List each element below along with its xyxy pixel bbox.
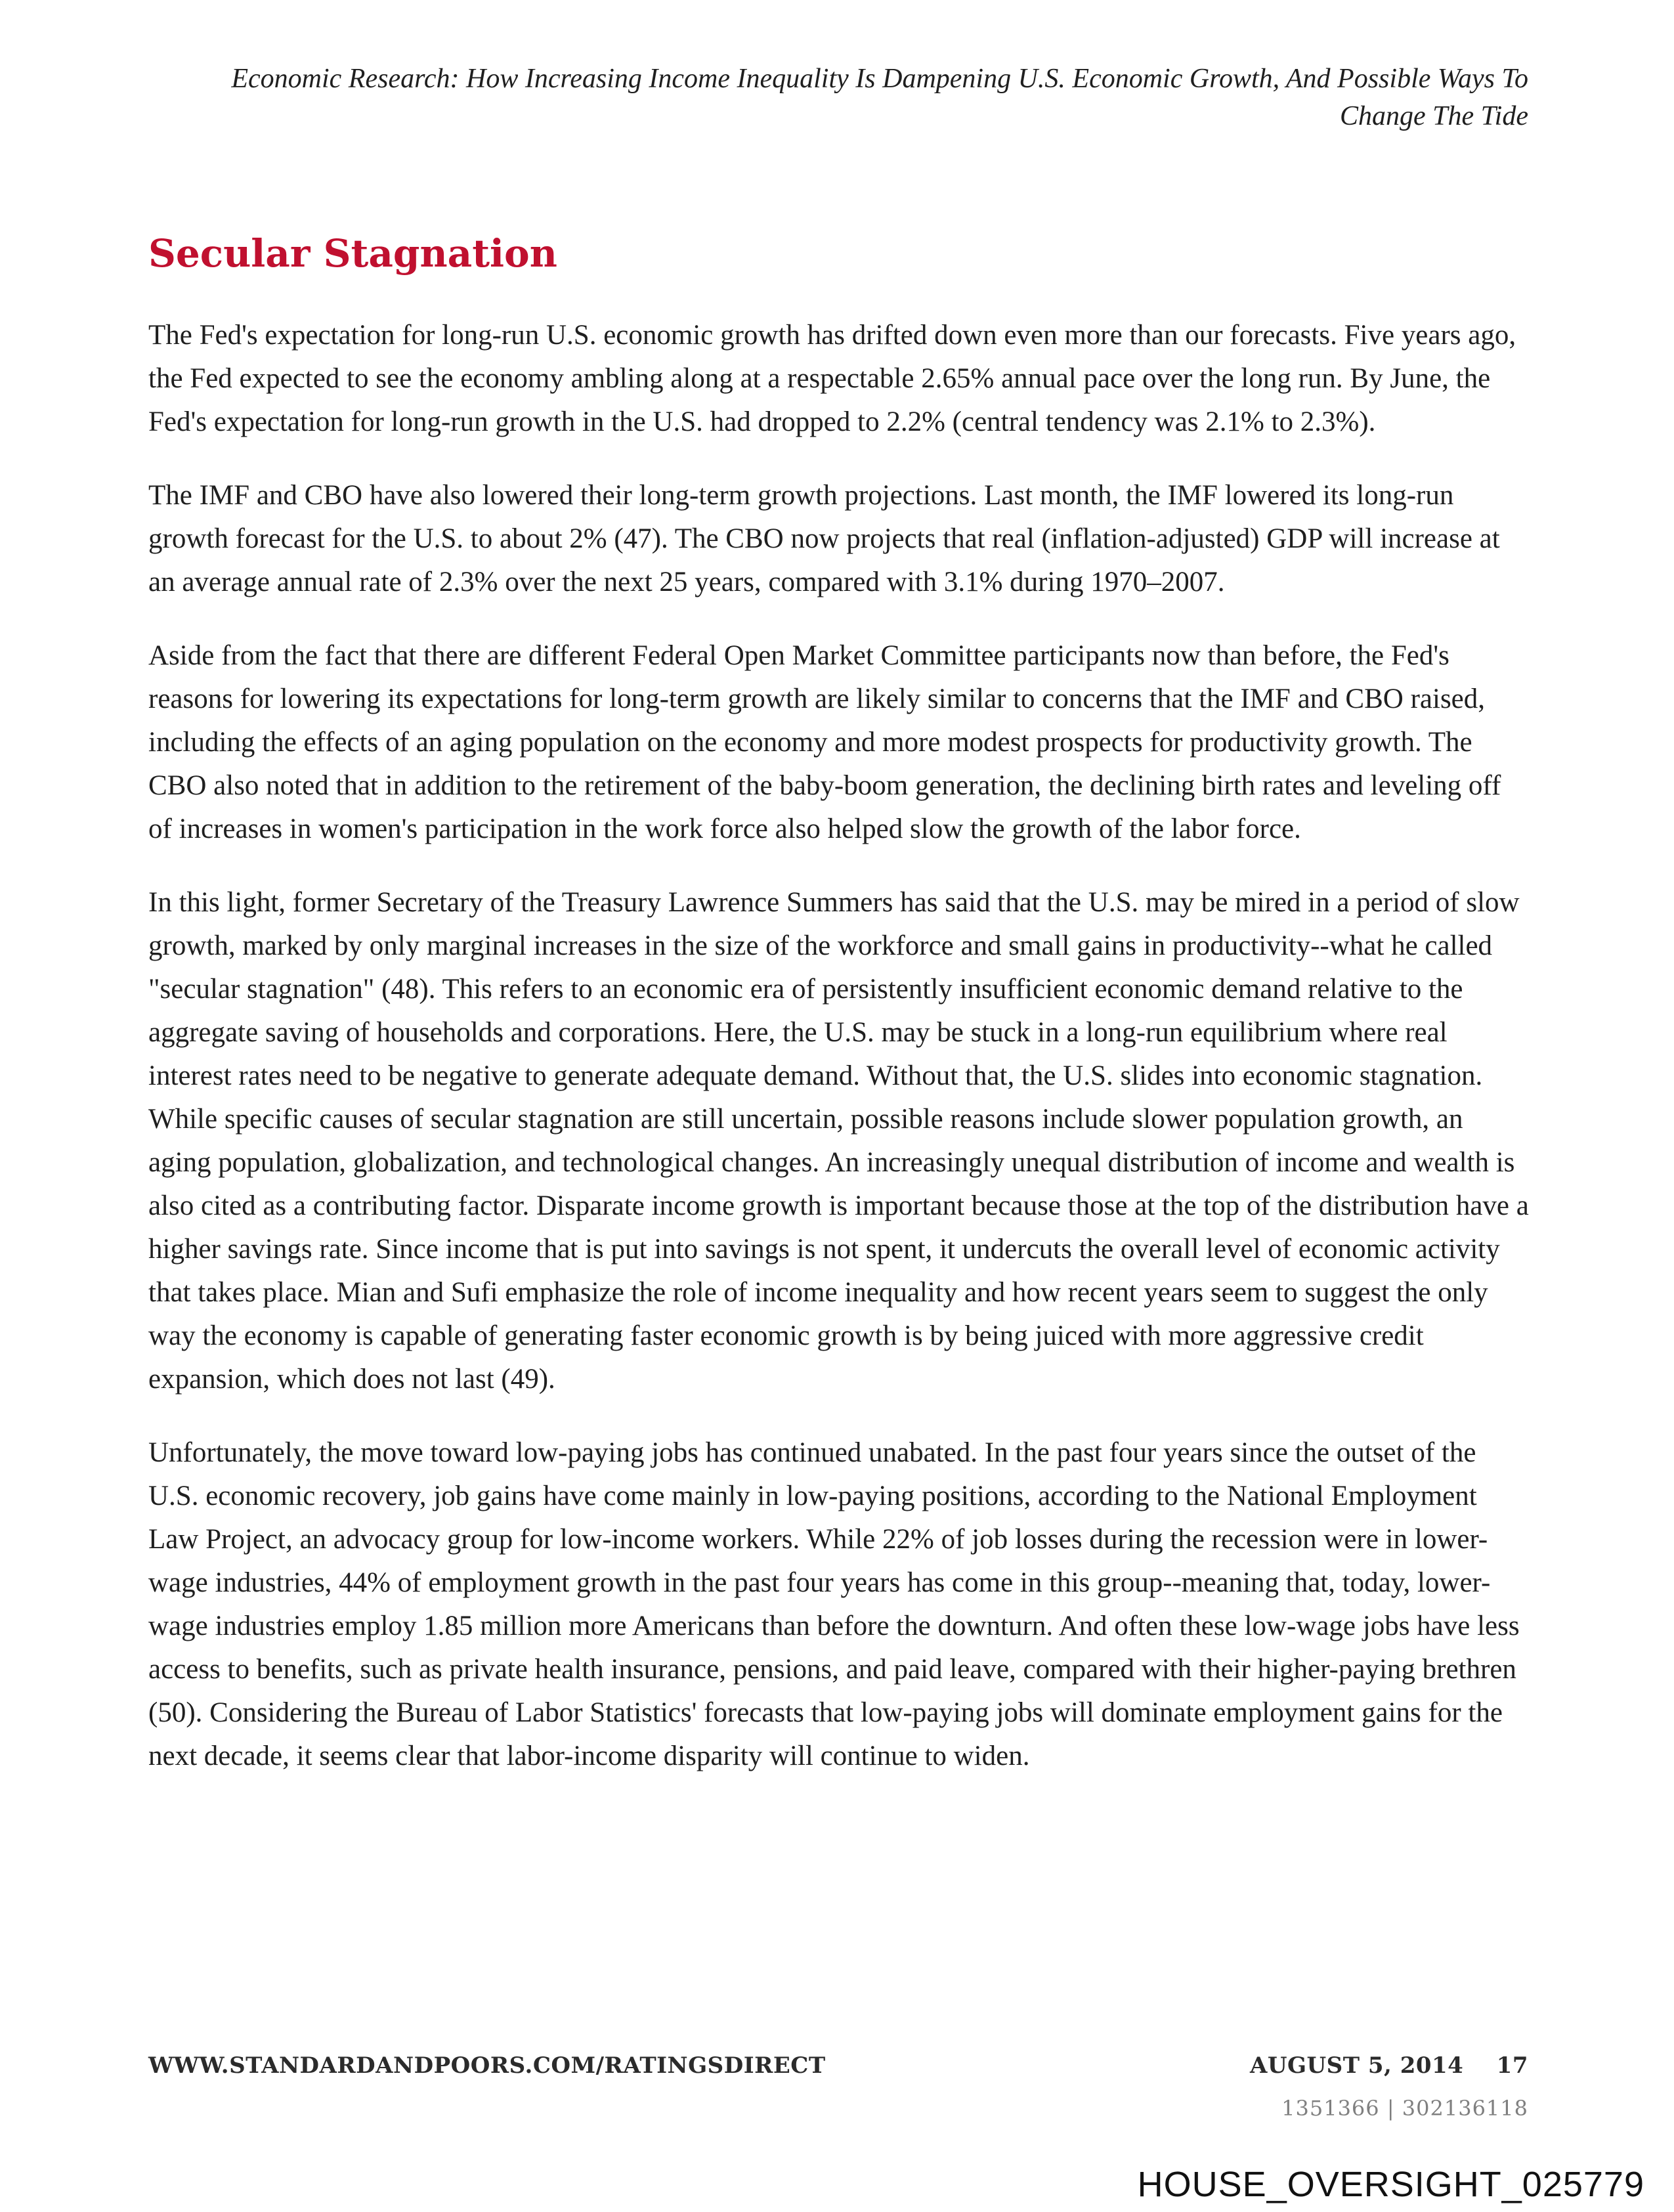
footer-website: WWW.STANDARDANDPOORS.COM/RATINGSDIRECT <box>148 2052 826 2079</box>
page-number: 17 <box>1496 2052 1528 2079</box>
paragraph: The Fed's expectation for long-run U.S. economic growth has drifted down even more than our forecasts. Five years ago, the Fed expected to see the economy ambling along at a respectable 2.65% annual pace over the long run. By June, the Fed's expectation for long-run growth in the U.S. had dropped to 2.2% (central tendency was 2.1% to 2.3%). <box>148 320 1516 437</box>
section-heading: Secular Stagnation <box>148 231 557 276</box>
paragraph: Aside from the fact that there are different Federal Open Market Committee participants now than before, the Fed's reasons for lowering its expectations for long-term growth are likely similar to concerns that the IMF and CBO raised, including the effects of an aging population on the economy and more modest prospects for productivity growth. The CBO also noted that in addition to the retirement of the baby-boom generation, the declining birth rates and leveling off of increases in women's participation in the work force also helped slow the growth of the labor force. <box>148 640 1501 844</box>
paragraph: In this light, former Secretary of the Treasury Lawrence Summers has said that the U.S. may be mired in a period of slow growth, marked by only marginal increases in the size of the workforce and small gains in productivity--what he called "secular stagnation" (48). This refers to an economic era of persistently insufficient economic demand relative to the aggregate saving of households and corporations. Here, the U.S. may be stuck in a long-run equilibrium where real interest rates need to be negative to generate adequate demand. Without that, the U.S. slides into economic stagnation. While specific causes of secular stagnation are still uncertain, possible reasons include slower population growth, an aging population, globalization, and technological changes. An increasingly unequal distribution of income and wealth is also cited as a contributing factor. Disparate income growth is important because those at the top of the distribution have a higher savings rate. Since income that is put into savings is not spent, it undercuts the overall level of economic activity that takes place. Mian and Sufi emphasize the role of income inequality and how recent years seem to suggest the only way the economy is capable of generating faster economic growth is by being juiced with more aggressive credit expansion, which does not last (49). <box>148 887 1529 1395</box>
document-id-numbers: 1351366 | 302136118 <box>1281 2096 1528 2121</box>
report-title-header: Economic Research: How Increasing Income Inequality Is Dampening U.S. Economic Growth, And Possible Ways To Change The Tide <box>231 64 1528 131</box>
paragraph: The IMF and CBO have also lowered their long-term growth projections. Last month, the IMF lowered its long-run growth forecast for the U.S. to about 2% (47). The CBO now projects that real (inflation-adjusted) GDP will increase at an average annual rate of 2.3% over the next 25 years, compared with 3.1% during 1970–2007. <box>148 480 1500 597</box>
article-body <box>148 231 1531 1808</box>
paragraph: Unfortunately, the move toward low-paying jobs has continued unabated. In the past four years since the outset of the U.S. economic recovery, job gains have come mainly in low-paying positions, according to the National Employment Law Project, an advocacy group for low-income workers. While 22% of job losses during the recession were in lower-wage industries, 44% of employment growth in the past four years has come in this group--meaning that, today, lower-wage industries employ 1.85 million more Americans than before the downturn. And often these low-wage jobs have less access to benefits, such as private health insurance, pensions, and paid leave, compared with their higher-paying brethren (50). Considering the Bureau of Labor Statistics' forecasts that low-paying jobs will dominate employment gains for the next decade, it seems clear that labor-income disparity will continue to widen. <box>148 1437 1520 1771</box>
footer-date-line <box>1250 2052 1528 2079</box>
footer-date: AUGUST 5, 2014 <box>1249 2052 1464 2079</box>
house-oversight-stamp: HOUSE_OVERSIGHT_025779 <box>1137 2165 1644 2204</box>
